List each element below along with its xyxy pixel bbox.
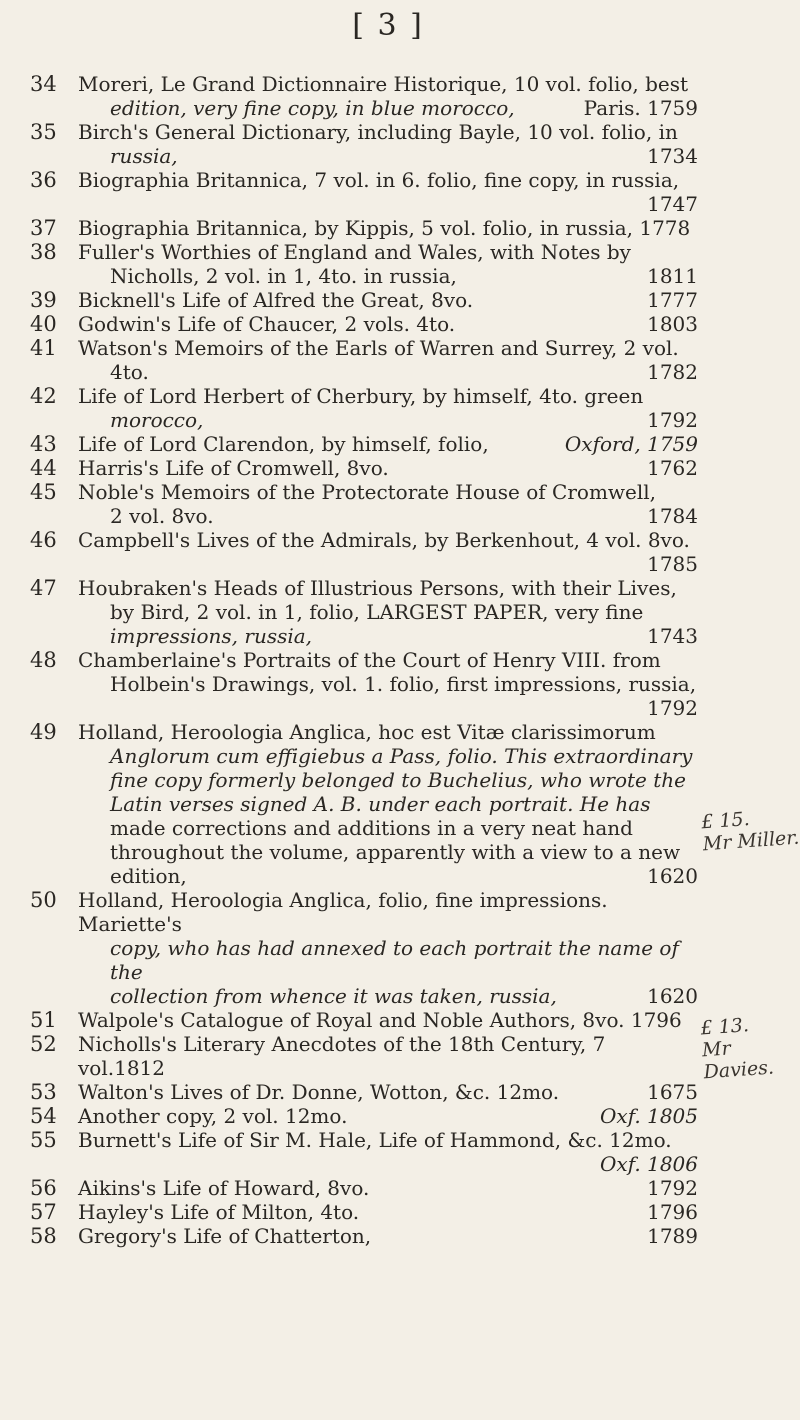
page-number: [ 3 ] [352, 8, 424, 43]
entry-number: 45 [30, 480, 57, 504]
handwritten-note-entry-49 [701, 805, 800, 856]
entry-text: Godwin's Life of Chaucer, 2 vols. 4to. [78, 312, 456, 336]
entry-number: 43 [30, 432, 57, 456]
entry-38 [0, 240, 800, 288]
entry-date: 1792 [647, 408, 698, 432]
entry-47 [0, 576, 800, 648]
entry-imprint: Paris. 1759 [583, 96, 698, 120]
entry-number: 50 [30, 888, 57, 912]
entry-number: 52 [30, 1032, 57, 1056]
entry-text: throughout the volume, apparently with a view to a new [110, 840, 681, 864]
entry-text: Life of Lord Herbert of Cherbury, by himself, 4to. green [78, 384, 644, 408]
entry-text: Life of Lord Clarendon, by himself, folio, [78, 432, 489, 456]
entry-54 [0, 1104, 800, 1128]
entry-42 [0, 384, 800, 432]
entry-46 [0, 528, 800, 576]
entry-56 [0, 1176, 800, 1200]
entry-text: fine copy formerly belonged to Buchelius, who wrote the [110, 768, 686, 792]
entry-35 [0, 120, 800, 168]
entry-text: Chamberlaine's Portraits of the Court of Henry VIII. from [78, 648, 661, 672]
entry-text: Walpole's Catalogue of Royal and Noble Authors, 8vo. 1796 [78, 1008, 682, 1032]
entry-number: 34 [30, 72, 57, 96]
entry-36 [0, 168, 800, 216]
entry-55 [0, 1128, 800, 1176]
entry-text: made corrections and additions in a very neat hand [110, 816, 633, 840]
entry-text: edition, very fine copy, in blue morocco, [110, 96, 515, 120]
entry-date: 1792 [647, 1176, 698, 1200]
entry-41 [0, 336, 800, 384]
handwritten-buyer: Mr Miller. [702, 826, 800, 856]
entry-date: 1620 [647, 984, 698, 1008]
entry-date: 1789 [647, 1224, 698, 1248]
entry-number: 46 [30, 528, 57, 552]
entry-number: 49 [30, 720, 57, 744]
entry-imprint: Oxf. 1805 [600, 1104, 698, 1128]
entry-text: Walton's Lives of Dr. Donne, Wotton, &c. 12mo. [78, 1080, 560, 1104]
entry-53 [0, 1080, 800, 1104]
handwritten-buyer: Mr Davies. [701, 1037, 775, 1084]
entry-39 [0, 288, 800, 312]
entry-text: Holland, Heroologia Anglica, folio, fine impressions. Mariette's [78, 888, 608, 936]
entry-text: Fuller's Worthies of England and Wales, with Notes by [78, 240, 631, 264]
entry-text: Another copy, 2 vol. 12mo. [78, 1104, 348, 1128]
entry-date: 1675 [647, 1080, 698, 1104]
entry-date: 1785 [647, 552, 698, 576]
entry-text: Noble's Memoirs of the Protectorate House of Cromwell, [78, 480, 657, 504]
entry-48 [0, 648, 800, 720]
entry-text: 2 vol. 8vo. [110, 504, 214, 528]
entry-number: 55 [30, 1128, 57, 1152]
entry-number: 56 [30, 1176, 57, 1200]
entry-date: 1803 [647, 312, 698, 336]
entry-text: copy, who has had annexed to each portrait the name of the [110, 936, 679, 984]
entry-date: 1784 [647, 504, 698, 528]
entry-text: russia, [110, 144, 178, 168]
entry-number: 40 [30, 312, 57, 336]
entry-imprint: Oxford, 1759 [564, 432, 698, 456]
entry-number: 44 [30, 456, 57, 480]
entry-date: 1792 [647, 696, 698, 720]
entry-57 [0, 1200, 800, 1224]
entry-text: Biographia Britannica, by Kippis, 5 vol. folio, in russia, 1778 [78, 216, 691, 240]
entry-text: Burnett's Life of Sir M. Hale, Life of Hammond, &c. 12mo. [78, 1128, 672, 1152]
entry-date: 1796 [647, 1200, 698, 1224]
entry-58 [0, 1224, 800, 1248]
entry-date: 1747 [647, 192, 698, 216]
entry-text: by Bird, 2 vol. in 1, folio, LARGEST PAPER, very fine [110, 600, 644, 624]
entry-date: 1743 [647, 624, 698, 648]
entry-text: Latin verses signed A. B. under each portrait. He has [110, 792, 651, 816]
handwritten-price: £ 13. [699, 1014, 750, 1040]
entry-text: Bicknell's Life of Alfred the Great, 8vo. [78, 288, 474, 312]
entry-date: 1811 [647, 264, 698, 288]
entry-text: 4to. [110, 360, 149, 384]
entry-list [0, 72, 800, 1248]
entry-text: Anglorum cum effigiebus a Pass, folio. This extraordinary [110, 744, 693, 768]
entry-40 [0, 312, 800, 336]
entry-date: 1782 [647, 360, 698, 384]
entry-number: 48 [30, 648, 57, 672]
entry-number: 41 [30, 336, 57, 360]
entry-50 [0, 888, 800, 1008]
entry-number: 35 [30, 120, 57, 144]
handwritten-note-entry-50 [700, 1011, 800, 1084]
entry-34 [0, 72, 800, 120]
entry-text: edition, [110, 864, 187, 888]
entry-text: Harris's Life of Cromwell, 8vo. [78, 456, 389, 480]
entry-text: Campbell's Lives of the Admirals, by Berkenhout, 4 vol. 8vo. [78, 528, 690, 552]
entry-number: 38 [30, 240, 57, 264]
entry-text: collection from whence it was taken, russia, [110, 984, 557, 1008]
entry-45 [0, 480, 800, 528]
entry-number: 53 [30, 1080, 57, 1104]
entry-37 [0, 216, 800, 240]
entry-number: 36 [30, 168, 57, 192]
entry-44 [0, 456, 800, 480]
entry-49 [0, 720, 800, 888]
entry-text: Houbraken's Heads of Illustrious Persons, with their Lives, [78, 576, 677, 600]
entry-number: 39 [30, 288, 57, 312]
entry-text: Holland, Heroologia Anglica, hoc est Vitæ clarissimorum [78, 720, 656, 744]
entry-text: Nicholls's Literary Anecdotes of the 18th Century, 7 vol.1812 [78, 1032, 606, 1080]
entry-text: Aikins's Life of Howard, 8vo. [78, 1176, 370, 1200]
entry-text: morocco, [110, 408, 204, 432]
handwritten-price: £ 15. [700, 808, 751, 834]
entry-43 [0, 432, 800, 456]
entry-text: Gregory's Life of Chatterton, [78, 1224, 372, 1248]
entry-number: 54 [30, 1104, 57, 1128]
entry-date: 1777 [647, 288, 698, 312]
entry-text: impressions, russia, [110, 624, 313, 648]
entry-date: 1734 [647, 144, 698, 168]
entry-number: 58 [30, 1224, 57, 1248]
entry-number: 47 [30, 576, 57, 600]
entry-52 [0, 1032, 800, 1080]
entry-number: 42 [30, 384, 57, 408]
entry-number: 57 [30, 1200, 57, 1224]
entry-number: 37 [30, 216, 57, 240]
entry-imprint: Oxf. 1806 [600, 1152, 698, 1176]
entry-number: 51 [30, 1008, 57, 1032]
entry-text: Nicholls, 2 vol. in 1, 4to. in russia, [110, 264, 457, 288]
entry-date: 1762 [647, 456, 698, 480]
entry-text: Watson's Memoirs of the Earls of Warren and Surrey, 2 vol. [78, 336, 679, 360]
entry-text: Moreri, Le Grand Dictionnaire Historique, 10 vol. folio, best [78, 72, 689, 96]
entry-date: 1620 [647, 864, 698, 888]
entry-51 [0, 1008, 800, 1032]
entry-text: Hayley's Life of Milton, 4to. [78, 1200, 360, 1224]
entry-text: Birch's General Dictionary, including Bayle, 10 vol. folio, in [78, 120, 678, 144]
entry-text: Holbein's Drawings, vol. 1. folio, first impressions, russia, [110, 672, 697, 696]
entry-text: Biographia Britannica, 7 vol. in 6. folio, fine copy, in russia, [78, 168, 680, 192]
